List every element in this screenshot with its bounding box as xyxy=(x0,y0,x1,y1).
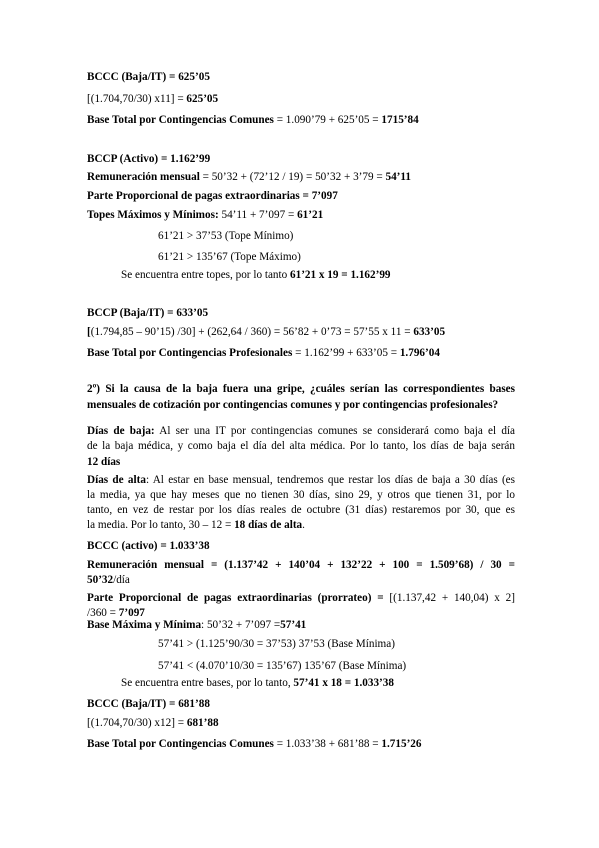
bccp-topes: Topes Máximos y Mínimos: 54’11 + 7’097 = 61’21 xyxy=(87,209,324,221)
bccp-remuneracion: Remuneración mensual = 50’32 + (72’12 / 19) = 50’32 + 3’79 = 54’11 xyxy=(87,171,411,183)
bccc-conclusion: Se encuentra entre bases, por lo tanto, 57’41 x 18 = 1.033’38 xyxy=(121,677,394,689)
bccc-compare-min: 57’41 > (1.125’90/30 = 37’53) 37’53 (Base Mínima) xyxy=(158,638,395,650)
dias-alta-line-3: tanto, en vez de restar por los días reales de octubre (31 días) restaremos por 30, que es xyxy=(87,504,515,516)
dias-baja-line-3: 12 días xyxy=(87,456,121,468)
bccp-activo-title: BCCP (Activo) = 1.162’99 xyxy=(87,153,211,165)
bccc-baja2-title: BCCC (Baja/IT) = 681’88 xyxy=(87,698,210,710)
question-line-1: 2º) Si la causa de la baja fuera una gripe, ¿cuáles serían las correspondientes bases xyxy=(87,383,515,395)
bccp-compare-max: 61’21 > 135’67 (Tope Máximo) xyxy=(158,251,301,263)
dias-alta-line-2: la media, ya que hay meses que no tienen 30 días, sino 29, y otros que tienen 31, por lo xyxy=(87,489,515,501)
bccc-compare-max: 57’41 < (4.070’10/30 = 135’67) 135’67 (Base Mínima) xyxy=(158,660,407,672)
bccp-baja-calc: [(1.794,85 – 90’15) /30] + (262,64 / 360) = 56’82 + 0’73 = 57’55 x 11 = 633’05 xyxy=(87,326,446,338)
bccc-baja2-total: Base Total por Contingencias Comunes = 1.033’38 + 681’88 = 1.715’26 xyxy=(87,738,422,750)
dias-alta-line-4: la media. Por lo tanto, 30 – 12 = 18 días de alta. xyxy=(87,519,305,531)
bccc-baja-total: Base Total por Contingencias Comunes = 1.090’79 + 625’05 = 1715’84 xyxy=(87,114,419,126)
bccp-baja-total: Base Total por Contingencias Profesionales = 1.162’99 + 633’05 = 1.796’04 xyxy=(87,347,440,359)
bccp-baja-title: BCCP (Baja/IT) = 633’05 xyxy=(87,307,209,319)
bccc-remuneracion-line-1: Remuneración mensual = (1.137’42 + 140’04 + 132’22 + 100 = 1.509’68) / 30 = xyxy=(87,559,515,571)
bccp-parte-proporcional: Parte Proporcional de pagas extraordinarias = 7’097 xyxy=(87,190,338,202)
bccc-remuneracion-line-2: 50’32/día xyxy=(87,574,130,586)
dias-baja-line-2: de la baja médica, y como baja el día del alta médica. Por lo tanto, los días de baja serán xyxy=(87,440,515,452)
question-line-2: mensuales de cotización por contingencias comunes y por contingencias profesionales? xyxy=(87,399,499,411)
bccc-activo-title: BCCC (activo) = 1.033’38 xyxy=(87,540,210,552)
bccc-baja2-calc: [(1.704,70/30) x12] = 681’88 xyxy=(87,717,219,729)
dias-alta-line-1: Días de alta: Al estar en base mensual, tendremos que restar los días de baja a 30 días (es xyxy=(87,474,516,486)
bccc-baja-calc: [(1.704,70/30) x11] = 625’05 xyxy=(87,93,219,105)
bccc-parte-line-1: Parte Proporcional de pagas extraordinarias (prorrateo) = [(1.137,42 + 140,04) x 2] xyxy=(87,592,515,604)
bccc-parte-line-2: /360 = 7’097 xyxy=(87,607,145,619)
dias-baja-line-1: Días de baja: Al ser una IT por contingencias comunes se considerará como baja el día xyxy=(87,425,515,437)
bccc-baja-title: BCCC (Baja/IT) = 625’05 xyxy=(87,71,210,83)
bccc-base-maxima-minima: Base Máxima y Mínima: 50’32 + 7’097 =57’41 xyxy=(87,619,307,631)
bccp-compare-min: 61’21 > 37’53 (Tope Mínimo) xyxy=(158,230,294,242)
bccp-conclusion: Se encuentra entre topes, por lo tanto 61’21 x 19 = 1.162’99 xyxy=(121,269,391,281)
